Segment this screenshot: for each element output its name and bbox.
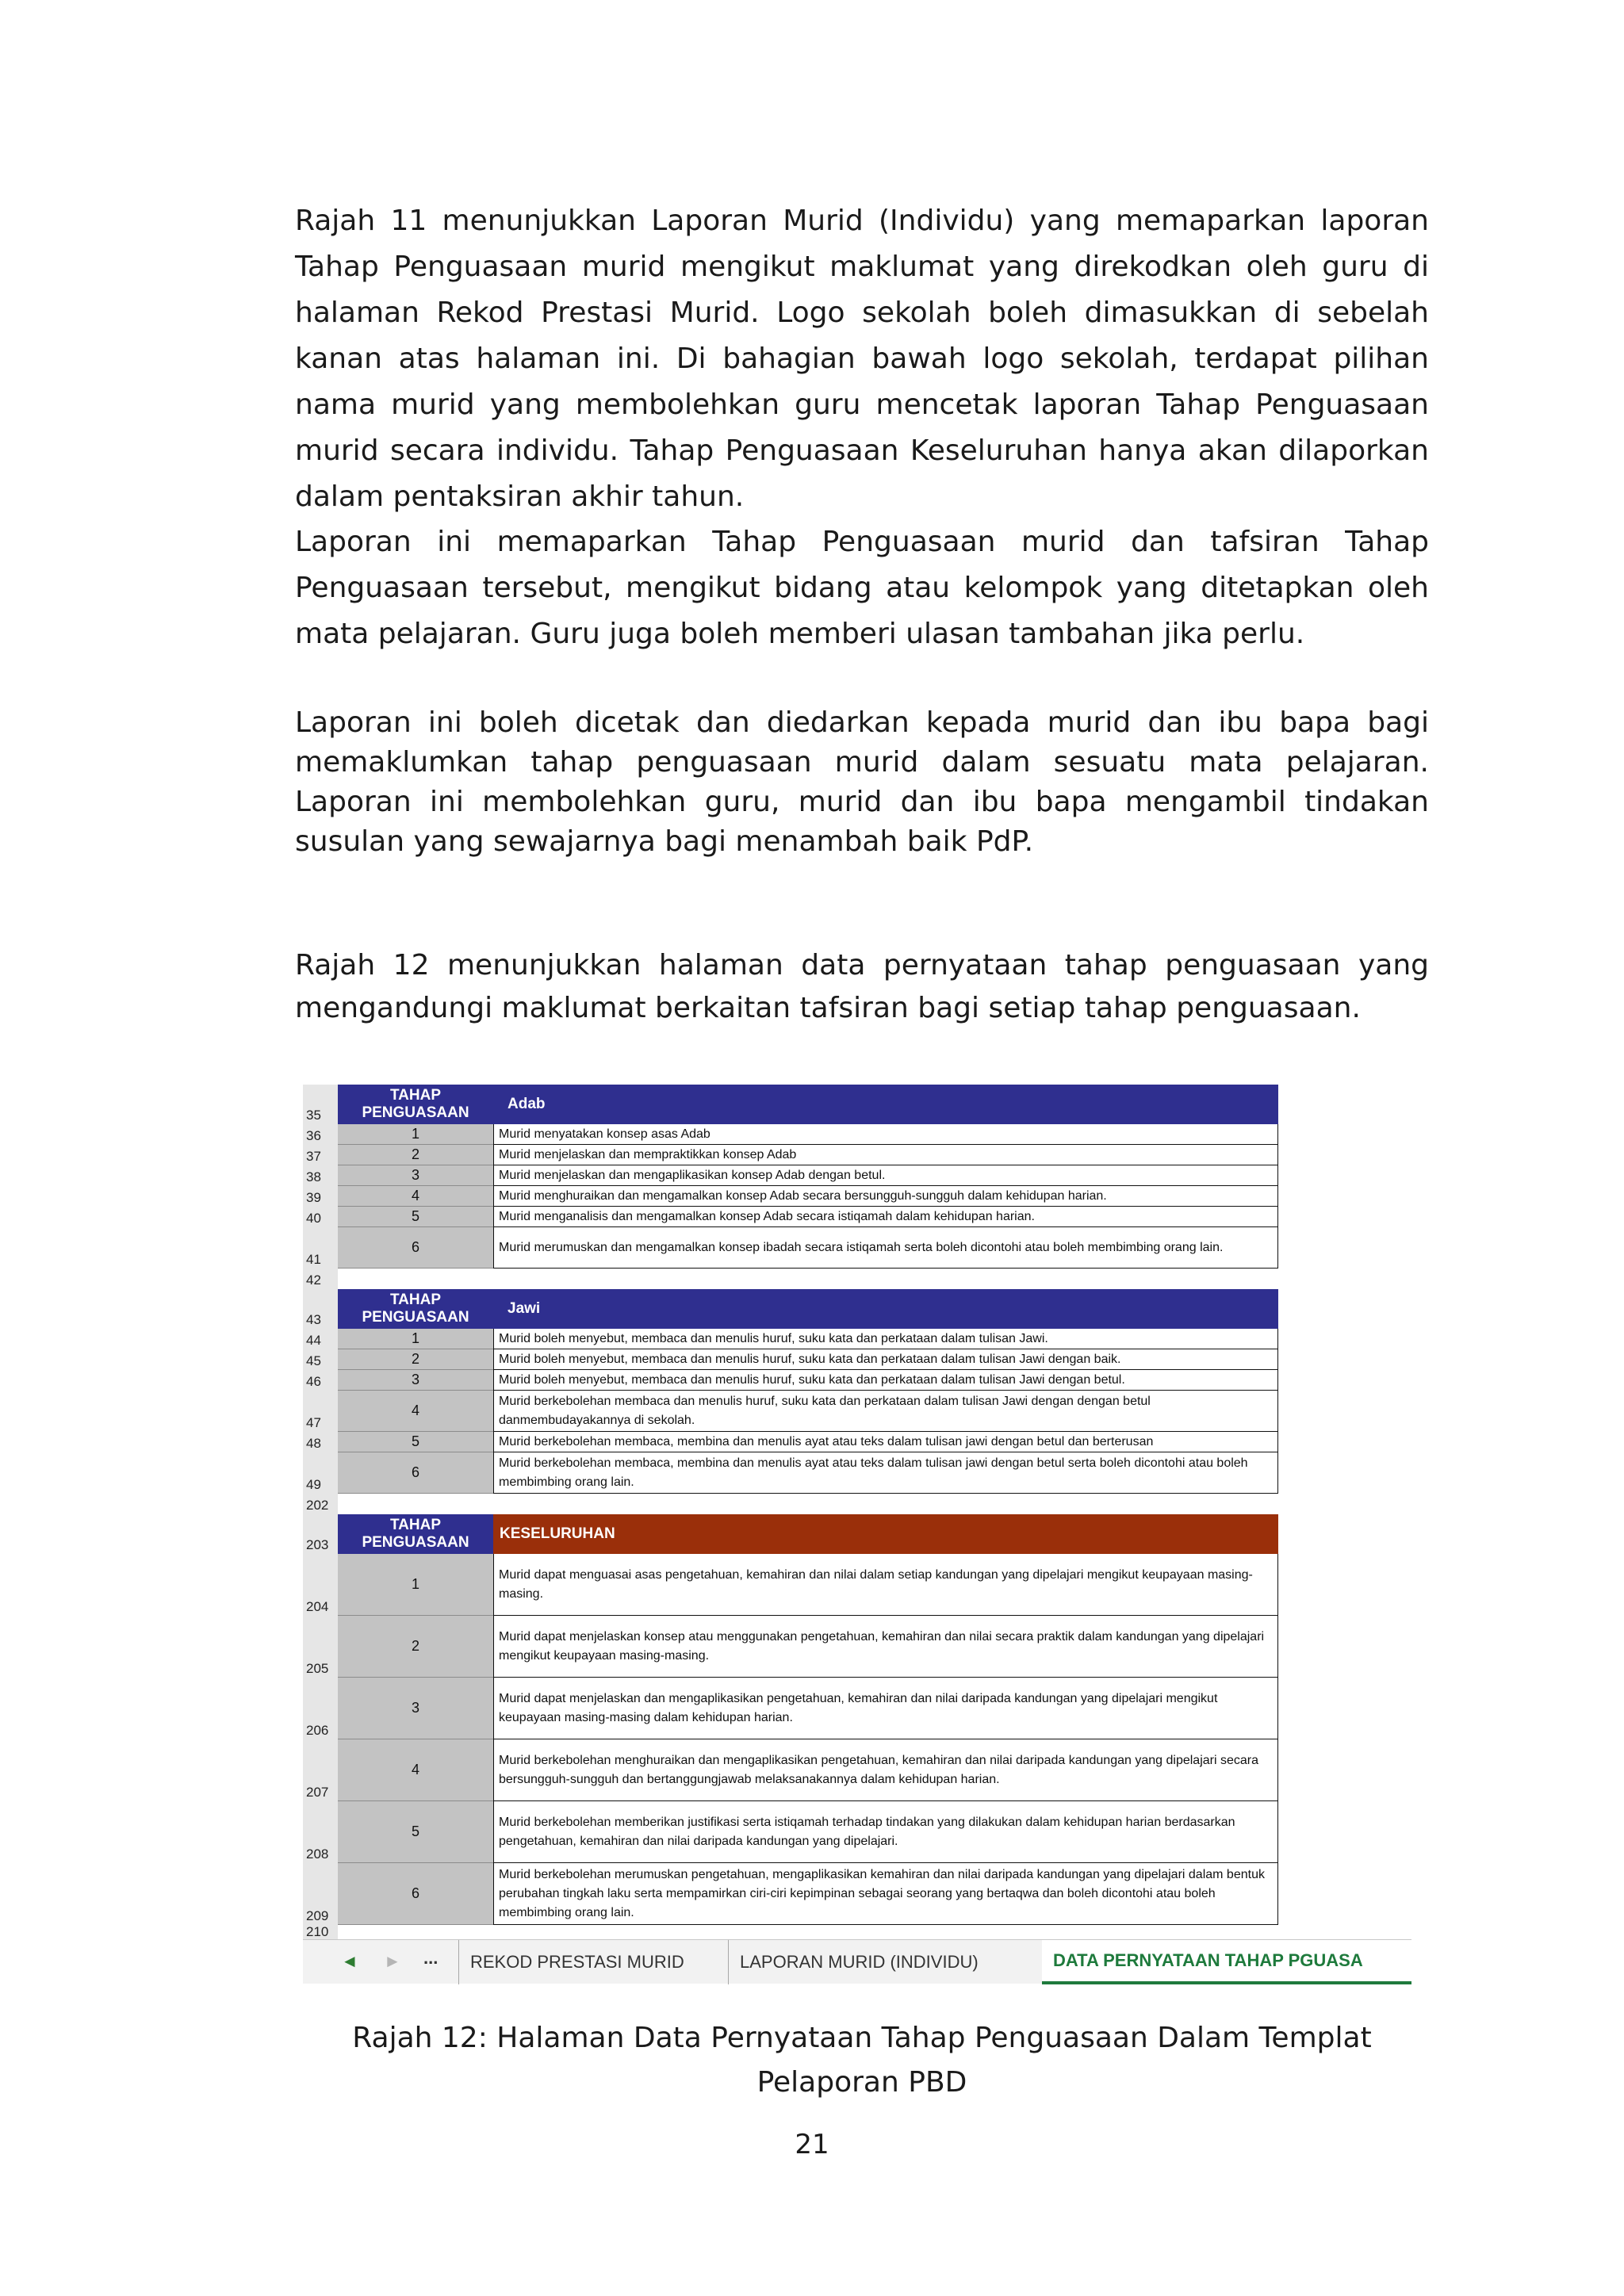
statement-cell[interactable]: Murid berkebolehan membaca, membina dan menulis ayat atau teks dalam tulisan jawi dengan betul dan berterusan: [493, 1432, 1278, 1452]
level-cell[interactable]: 5: [338, 1207, 493, 1227]
table-row: [303, 1370, 1278, 1391]
tahap-penguasaan-header-cell[interactable]: [338, 1085, 493, 1124]
row-number[interactable]: 209: [303, 1863, 338, 1925]
row-number[interactable]: 46: [303, 1370, 338, 1391]
tab-laporan-murid-individu[interactable]: [728, 1940, 1042, 1984]
row-number[interactable]: 207: [303, 1739, 338, 1801]
tab-scroll-left-icon[interactable]: ◄: [341, 1951, 358, 1971]
level-cell[interactable]: 2: [338, 1145, 493, 1165]
level-cell[interactable]: 5: [338, 1801, 493, 1863]
statement-cell[interactable]: Murid menyatakan konsep asas Adab: [493, 1124, 1278, 1145]
figure-caption: [295, 2016, 1429, 2105]
row-number[interactable]: 204: [303, 1554, 338, 1616]
table-row: [303, 1227, 1278, 1269]
table-row: [303, 1391, 1278, 1432]
row-number[interactable]: 41: [303, 1227, 338, 1269]
table-spacer-row: [303, 1269, 1278, 1289]
section-title-cell[interactable]: Adab: [493, 1085, 1278, 1124]
level-cell[interactable]: 3: [338, 1370, 493, 1391]
row-number[interactable]: 48: [303, 1432, 338, 1452]
table-row: [303, 1863, 1278, 1925]
statement-cell[interactable]: Murid boleh menyebut, membaca dan menulis huruf, suku kata dan perkataan dalam tulisan Jawi dengan betul.: [493, 1370, 1278, 1391]
statement-cell[interactable]: Murid dapat menjelaskan dan mengaplikasikan pengetahuan, kemahiran dan nilai daripada kandungan yang dipelajari mengikut keupayaan masing-masing dalam kehidupan harian.: [493, 1678, 1278, 1739]
tab-label: DATA PERNYATAAN TAHAP PGUASA: [1053, 1950, 1363, 1970]
statement-cell[interactable]: Murid menjelaskan dan mengaplikasikan konsep Adab dengan betul.: [493, 1165, 1278, 1186]
spreadsheet-figure: [303, 1085, 1411, 1985]
tab-scroll-right-icon[interactable]: ►: [384, 1951, 401, 1971]
row-number[interactable]: 39: [303, 1186, 338, 1207]
row-number[interactable]: 210: [303, 1925, 338, 1941]
header-label-line-2: PENGUASAAN: [362, 1104, 469, 1121]
tab-rekod-prestasi-murid[interactable]: [458, 1940, 728, 1984]
level-cell[interactable]: 1: [338, 1554, 493, 1616]
table-row: [303, 1207, 1278, 1227]
tab-data-pernyataan-tahap-penguasaan[interactable]: [1042, 1940, 1411, 1984]
header-label-line-1: TAHAP: [389, 1517, 442, 1533]
row-number[interactable]: 208: [303, 1801, 338, 1863]
table-row: [303, 1432, 1278, 1452]
paragraph-2: Laporan ini memaparkan Tahap Penguasaan murid dan tafsiran Tahap Penguasaan tersebut, mengikut bidang atau kelompok yang ditetapkan oleh mata pelajaran. Guru juga boleh memberi ulasan tambahan jika perlu.: [295, 526, 1429, 650]
table-spacer-row: [303, 1925, 1278, 1941]
statement-cell[interactable]: Murid berkebolehan memberikan justifikasi serta istiqamah terhadap tindakan yang dilakukan dalam kehidupan harian berdasarkan pengetahuan, kemahiran dan nilai daripada kandungan yang dipelajari.: [493, 1801, 1278, 1863]
statement-cell[interactable]: Murid menjelaskan dan mempraktikkan konsep Adab: [493, 1145, 1278, 1165]
level-cell[interactable]: 2: [338, 1349, 493, 1370]
level-cell[interactable]: 4: [338, 1186, 493, 1207]
statement-cell[interactable]: Murid berkebolehan merumuskan pengetahuan, mengaplikasikan kemahiran dan nilai daripada kandungan yang dipelajari dalam bentuk perubahan tingkah laku serta mempamirkan ciri-ciri kepimpinan sebagai seorang yang bertaqwa dan boleh dicontohi atau boleh membimbing orang lain.: [493, 1863, 1278, 1925]
table-row: [303, 1452, 1278, 1494]
statement-cell[interactable]: Murid berkebolehan membaca dan menulis huruf, suku kata dan perkataan dalam tulisan Jawi dengan dengan betul danmembudayakannya di sekolah.: [493, 1391, 1278, 1432]
level-cell[interactable]: 1: [338, 1124, 493, 1145]
level-cell[interactable]: 6: [338, 1227, 493, 1269]
statement-cell[interactable]: Murid dapat menguasai asas pengetahuan, kemahiran dan nilai dalam setiap kandungan yang dipelajari mengikut keupayaan masing-masing.: [493, 1554, 1278, 1616]
page-number: 21: [795, 2129, 829, 2160]
tahap-penguasaan-header-cell[interactable]: [338, 1289, 493, 1329]
header-label-line-2: PENGUASAAN: [362, 1309, 469, 1326]
table-row: [303, 1145, 1278, 1165]
level-cell[interactable]: 4: [338, 1739, 493, 1801]
statement-cell[interactable]: Murid boleh menyebut, membaca dan menulis huruf, suku kata dan perkataan dalam tulisan Jawi dengan baik.: [493, 1349, 1278, 1370]
statement-cell[interactable]: Murid menghuraikan dan mengamalkan konsep Adab secara bersungguh-sungguh dalam kehidupan harian.: [493, 1186, 1278, 1207]
row-number[interactable]: 37: [303, 1145, 338, 1165]
row-number[interactable]: 38: [303, 1165, 338, 1186]
header-label-line-1: TAHAP: [389, 1087, 442, 1104]
paragraph-3: Laporan ini boleh dicetak dan diedarkan kepada murid dan ibu bapa bagi memaklumkan tahap penguasaan murid dalam sesuatu mata pelajaran. Laporan ini membolehkan guru, murid dan ibu bapa mengambil tindakan susulan yang sewajarnya bagi menambah baik PdP.: [295, 706, 1429, 858]
level-cell[interactable]: 5: [338, 1432, 493, 1452]
table-row: [303, 1554, 1278, 1616]
more-tabs-button[interactable]: ...: [423, 1948, 439, 1968]
tab-label: REKOD PRESTASI MURID: [470, 1952, 684, 1972]
table-row: [303, 1349, 1278, 1370]
level-cell[interactable]: 4: [338, 1391, 493, 1432]
row-number[interactable]: 44: [303, 1329, 338, 1349]
statement-cell[interactable]: Murid menganalisis dan mengamalkan konsep Adab secara istiqamah dalam kehidupan harian.: [493, 1207, 1278, 1227]
table-row: [303, 1616, 1278, 1678]
statement-cell[interactable]: Murid berkebolehan membaca, membina dan menulis ayat atau teks dalam tulisan jawi dengan betul serta boleh dicontohi atau boleh membimbing orang lain.: [493, 1452, 1278, 1494]
row-number[interactable]: 205: [303, 1616, 338, 1678]
row-number[interactable]: 45: [303, 1349, 338, 1370]
level-cell[interactable]: 3: [338, 1165, 493, 1186]
paragraph-1: Rajah 11 menunjukkan Laporan Murid (Individu) yang memaparkan laporan Tahap Penguasaan murid mengikut maklumat yang direkodkan oleh guru di halaman Rekod Prestasi Murid. Logo sekolah boleh dimasukkan di sebelah kanan atas halaman ini. Di bahagian bawah logo sekolah, terdapat pilihan nama murid yang membolehkan guru mencetak laporan Tahap Penguasaan murid secara individu. Tahap Penguasaan Keseluruhan hanya akan dilaporkan dalam pentaksiran akhir tahun.: [295, 205, 1429, 513]
header-label-line-2: PENGUASAAN: [362, 1534, 469, 1551]
table-spacer-row: [303, 1494, 1278, 1514]
sheet-tab-bar: [303, 1939, 1411, 1984]
table-row: [303, 1186, 1278, 1207]
caption-line-1: Rajah 12: Halaman Data Pernyataan Tahap Penguasaan Dalam Templat: [352, 2022, 1372, 2054]
statement-cell[interactable]: Murid dapat menjelaskan konsep atau menggunakan pengetahuan, kemahiran dan nilai secara praktik dalam kandungan yang dipelajari mengikut keupayaan masing-masing.: [493, 1616, 1278, 1678]
row-number[interactable]: 47: [303, 1391, 338, 1432]
level-cell[interactable]: 2: [338, 1616, 493, 1678]
level-cell[interactable]: 3: [338, 1678, 493, 1739]
row-number[interactable]: 202: [303, 1494, 338, 1514]
tahap-penguasaan-header-cell[interactable]: [338, 1514, 493, 1554]
statement-cell[interactable]: Murid boleh menyebut, membaca dan menulis huruf, suku kata dan perkataan dalam tulisan Jawi.: [493, 1329, 1278, 1349]
table-header-row: [303, 1085, 1278, 1124]
row-number[interactable]: 42: [303, 1269, 338, 1289]
paragraph-4: Rajah 12 menunjukkan halaman data pernyataan tahap penguasaan yang mengandungi maklumat berkaitan tafsiran bagi setiap tahap penguasaan.: [295, 949, 1429, 1024]
row-number[interactable]: 49: [303, 1452, 338, 1494]
table-row: [303, 1329, 1278, 1349]
level-cell[interactable]: 1: [338, 1329, 493, 1349]
row-number[interactable]: 35: [303, 1085, 338, 1124]
table-header-row: [303, 1289, 1278, 1329]
row-number[interactable]: 206: [303, 1678, 338, 1739]
row-number[interactable]: 203: [303, 1514, 338, 1554]
row-number[interactable]: 36: [303, 1124, 338, 1145]
statement-cell[interactable]: Murid merumuskan dan mengamalkan konsep ibadah secara istiqamah serta boleh dicontohi atau boleh membimbing orang lain.: [493, 1227, 1278, 1269]
table-row: [303, 1124, 1278, 1145]
table-row: [303, 1801, 1278, 1863]
table-row: [303, 1165, 1278, 1186]
table-row: [303, 1678, 1278, 1739]
level-cell[interactable]: 6: [338, 1863, 493, 1925]
section-title-cell[interactable]: Jawi: [493, 1289, 1278, 1329]
tab-label: LAPORAN MURID (INDIVIDU): [740, 1952, 979, 1972]
row-number[interactable]: 40: [303, 1207, 338, 1227]
section-title-cell[interactable]: KESELURUHAN: [493, 1514, 1278, 1554]
row-number[interactable]: 43: [303, 1289, 338, 1329]
header-label-line-1: TAHAP: [389, 1292, 442, 1308]
caption-line-2: Pelaporan PBD: [756, 2066, 967, 2099]
table-header-row: [303, 1514, 1278, 1554]
table-row: [303, 1739, 1278, 1801]
statement-cell[interactable]: Murid berkebolehan menghuraikan dan mengaplikasikan pengetahuan, kemahiran dan nilai daripada kandungan yang dipelajari secara bersungguh-sungguh dan bertanggungjawab melaksanakannya dalam kehidupan harian.: [493, 1739, 1278, 1801]
level-cell[interactable]: 6: [338, 1452, 493, 1494]
